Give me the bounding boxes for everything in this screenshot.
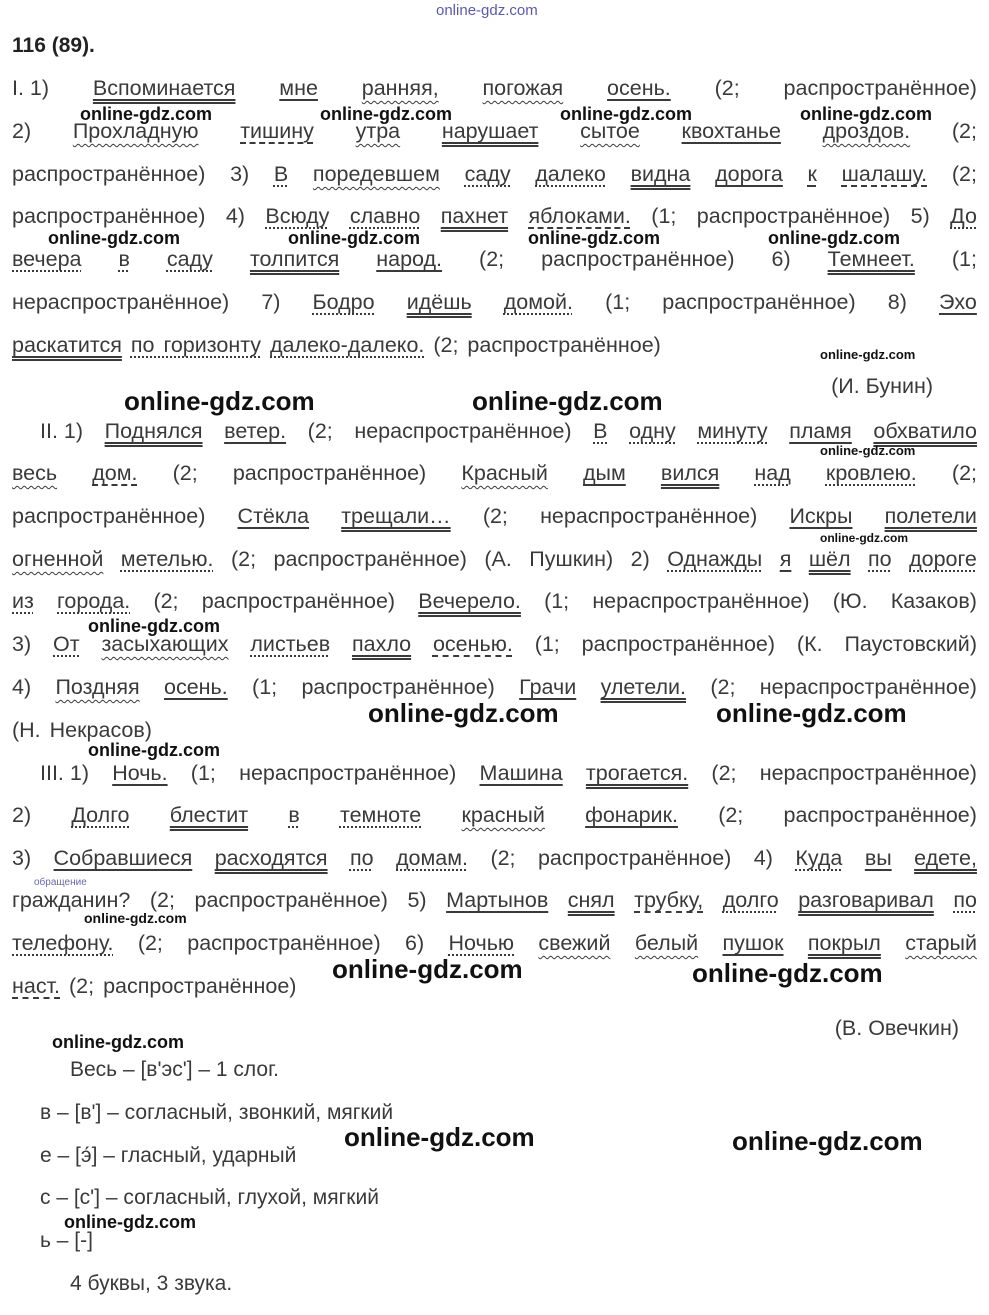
word: Поднялся — [104, 419, 203, 443]
word: осень. — [164, 675, 228, 699]
word: сытое — [580, 119, 640, 143]
word: трогается. — [585, 761, 689, 785]
text-line-11 — [12, 545, 977, 573]
word: осень. — [607, 76, 671, 100]
watermark-text: online-gdz.com — [344, 1122, 535, 1152]
word: пламя — [789, 419, 852, 443]
watermark-text: online-gdz.com — [52, 1032, 184, 1052]
word: пахнет — [440, 204, 509, 228]
word: дом. — [92, 461, 138, 485]
phonetic-line-3: е – [э́] – гласный, ударный — [40, 1144, 297, 1167]
word: 5) — [407, 888, 427, 912]
word: огненной — [12, 547, 104, 571]
word: дым — [583, 461, 626, 485]
text-line-18 — [12, 844, 977, 872]
word: До — [950, 204, 977, 228]
word: темноте — [339, 803, 422, 827]
word: 7) — [261, 290, 281, 314]
text-line-5 — [12, 245, 977, 273]
word: (1; — [605, 290, 631, 314]
word: I. 1) — [12, 76, 50, 100]
word: распространённое) — [537, 846, 732, 870]
word: II. 1) — [40, 419, 84, 443]
word: распространённое) — [12, 162, 206, 186]
word: (2; — [307, 419, 333, 443]
watermark-text: online-gdz.com — [768, 228, 900, 248]
word: 3) — [12, 846, 32, 870]
word: 6) — [771, 247, 791, 271]
word: Мартынов — [446, 888, 549, 912]
watermark-text: online-gdz.com — [820, 531, 908, 545]
word: красный — [461, 803, 545, 827]
word: наст. — [12, 974, 61, 998]
word: Прохладную — [72, 119, 199, 143]
watermark-text: online-gdz.com — [820, 347, 916, 362]
text-line-14 — [12, 673, 977, 701]
word: (1; — [252, 675, 278, 699]
word: (2; — [137, 931, 163, 955]
word: (К. — [796, 632, 823, 656]
text-line-17 — [12, 801, 977, 829]
word: 4) — [225, 204, 245, 228]
word: в — [288, 803, 300, 827]
word: (1; — [534, 632, 560, 656]
word: распространённое) — [201, 589, 396, 613]
word: Темнеет. — [827, 247, 915, 271]
text-line-16 — [12, 759, 977, 787]
word: блестит — [169, 803, 249, 827]
word: Бодро — [312, 290, 375, 314]
watermark-text: online-gdz.com — [368, 698, 559, 728]
word: 5) — [910, 204, 930, 228]
word: (1; — [951, 247, 977, 271]
watermark-text: online-gdz.com — [472, 386, 663, 416]
text-line-12 — [12, 587, 977, 615]
word: Вспоминается — [92, 76, 236, 100]
word: расходятся — [214, 846, 328, 870]
watermark-text: online-gdz.com — [716, 698, 907, 728]
watermark-text: online-gdz.com — [436, 2, 538, 19]
word: В — [593, 419, 608, 443]
word: (1; — [651, 204, 677, 228]
word: Всюду — [265, 204, 330, 228]
word: (2; распространённое) — [69, 974, 297, 998]
word: Стёкла — [237, 504, 310, 528]
word: (2; — [718, 803, 744, 827]
word: (2; — [951, 461, 977, 485]
text-line-8 — [12, 417, 977, 445]
word: мне — [279, 76, 318, 100]
word: свежий — [538, 931, 611, 955]
word: распространённое) — [187, 931, 381, 955]
word: распространённое) — [194, 888, 388, 912]
word: идёшь — [406, 290, 472, 314]
word: (1; — [544, 589, 570, 613]
word: Грачи — [519, 675, 577, 699]
word: распространённое) — [696, 204, 891, 228]
word: (1; — [190, 761, 216, 785]
phonetic-line-4: с – [с'] – согласный, глухой, мягкий — [40, 1186, 379, 1209]
word: распространённое) — [783, 803, 977, 827]
word: нераспространённое) — [759, 675, 977, 699]
word: далеко-далеко. — [270, 333, 425, 357]
word: (2; — [951, 119, 977, 143]
word: Пушкин) — [529, 547, 614, 571]
word: Ночь. — [112, 761, 168, 785]
phonetic-line-1: Весь – [в'эс'] – 1 слог. — [70, 1058, 279, 1081]
word: От — [53, 632, 80, 656]
text-line-6 — [12, 288, 977, 316]
word: нераспространённое) — [354, 419, 572, 443]
word: распространённое) — [662, 290, 856, 314]
word: ранняя, — [361, 76, 439, 100]
word: 2) — [12, 803, 32, 827]
word: (2; — [172, 461, 198, 485]
word: яблоками. — [528, 204, 631, 228]
word: (2; — [490, 846, 516, 870]
word: по — [349, 846, 374, 870]
word: 2) — [630, 547, 650, 571]
word: ветер. — [224, 419, 287, 443]
word: над — [754, 461, 791, 485]
word: метелью. — [120, 547, 214, 571]
phonetic-line-6: 4 буквы, 3 звука. — [70, 1272, 233, 1295]
watermark-text: online-gdz.com — [800, 104, 932, 124]
watermark-text: online-gdz.com — [124, 386, 315, 416]
text-line-1 — [12, 74, 977, 102]
exercise-number: 116 (89). — [12, 34, 95, 57]
word: по — [868, 547, 892, 571]
word: пахло — [352, 632, 412, 656]
author-ovechkin: (В. Овечкин) — [834, 1016, 959, 1040]
word: славно — [349, 204, 421, 228]
word: народ. — [376, 247, 443, 271]
word: (2; — [951, 162, 977, 186]
word: 3) — [12, 632, 32, 656]
text-line-4 — [12, 202, 977, 230]
word: (2; — [149, 888, 175, 912]
word: 4) — [753, 846, 773, 870]
word: шалашу. — [841, 162, 928, 186]
word: дорога — [715, 162, 783, 186]
word: шёл — [808, 547, 851, 571]
word: города. — [57, 589, 131, 613]
word: долго — [722, 888, 779, 912]
word: Собравшиеся — [53, 846, 193, 870]
word: (2; — [153, 589, 179, 613]
watermark-text: online-gdz.com — [84, 910, 187, 926]
word: я — [779, 547, 792, 571]
author-bunin: (И. Бунин) — [831, 374, 933, 398]
watermark-text: online-gdz.com — [732, 1126, 923, 1156]
word: дроздов. — [822, 119, 911, 143]
word: погожая — [482, 76, 564, 100]
word: поредевшем — [312, 162, 440, 186]
word: пушок — [722, 931, 784, 955]
word: разговаривал — [798, 888, 934, 912]
word: засыхающих — [101, 632, 229, 656]
word: весь — [12, 461, 58, 485]
word: 3) — [230, 162, 250, 186]
word: вы — [864, 846, 892, 870]
watermark-text: online-gdz.com — [332, 954, 523, 984]
word: Куда — [795, 846, 843, 870]
word: к — [807, 162, 817, 186]
word: (Н. Некрасов) — [12, 718, 152, 742]
word: (2; — [714, 76, 740, 100]
word: Машина — [479, 761, 563, 785]
word: улетели. — [600, 675, 687, 699]
word: распространённое) — [301, 675, 495, 699]
word: В — [273, 162, 289, 186]
word: из — [12, 589, 34, 613]
word: осенью. — [432, 632, 513, 656]
word: III. 1) — [40, 761, 89, 785]
word: Красный — [461, 461, 548, 485]
word: Однажды — [667, 547, 763, 571]
word: старый — [905, 931, 977, 955]
word: 8) — [887, 290, 907, 314]
phonetic-line-5: ь – [-] — [40, 1229, 93, 1252]
text-line-9 — [12, 459, 977, 487]
word: в — [118, 247, 130, 271]
watermark-text: online-gdz.com — [692, 958, 883, 988]
text-line-10 — [12, 502, 977, 530]
word: (2; — [482, 504, 508, 528]
watermark-text: online-gdz.com — [88, 740, 220, 760]
word: (А. — [484, 547, 512, 571]
word: одну — [629, 419, 676, 443]
watermark-text: online-gdz.com — [80, 104, 212, 124]
word: (Ю. — [832, 589, 868, 613]
word: Паустовский) — [844, 632, 977, 656]
word: листьев — [250, 632, 331, 656]
word: Искры — [789, 504, 853, 528]
watermark-text: online-gdz.com — [560, 104, 692, 124]
word: толпится — [249, 247, 340, 271]
word: Поздняя — [55, 675, 140, 699]
word: распространённое) — [581, 632, 776, 656]
word: (2; распространённое) — [433, 333, 661, 357]
appeal-note: обращение — [34, 877, 87, 888]
word: покрыл — [807, 931, 881, 955]
word: Казаков) — [890, 589, 977, 613]
word: 4) — [12, 675, 32, 699]
word: Долго — [71, 803, 130, 827]
word: Эхо — [938, 290, 977, 314]
word: снял — [567, 888, 615, 912]
word: телефону. — [12, 931, 114, 955]
word: утра — [355, 119, 401, 143]
watermark-text: online-gdz.com — [320, 104, 452, 124]
word: распространённое) — [541, 247, 735, 271]
word: домой. — [503, 290, 573, 314]
word: нераспространённое) — [239, 761, 457, 785]
word: видна — [630, 162, 691, 186]
word: нераспространённое) — [759, 761, 977, 785]
word: 2) — [12, 119, 32, 143]
text-line-3 — [12, 160, 977, 188]
word: Вечерело. — [418, 589, 521, 613]
word: по — [953, 888, 977, 912]
word: (2; — [710, 675, 736, 699]
word: нарушает — [441, 119, 539, 143]
word: кровлею. — [825, 461, 917, 485]
word: распространённое) — [12, 204, 206, 228]
word: вечера — [12, 247, 82, 271]
word: трещали… — [341, 504, 451, 528]
word: едете, — [914, 846, 977, 870]
word: саду — [166, 247, 213, 271]
watermark-text: online-gdz.com — [88, 616, 220, 636]
word: (2; — [230, 547, 257, 571]
word: распространённое) — [232, 461, 427, 485]
word: дороге — [909, 547, 977, 571]
watermark-text: online-gdz.com — [48, 228, 180, 248]
watermark-text: online-gdz.com — [528, 228, 660, 248]
phonetic-line-2: в – [в'] – согласный, звонкий, мягкий — [40, 1101, 394, 1124]
watermark-text: online-gdz.com — [288, 228, 420, 248]
word: белый — [634, 931, 699, 955]
word: нераспространённое) — [12, 290, 230, 314]
word: распространённое) — [783, 76, 977, 100]
word: раскатится — [12, 333, 122, 357]
word: домам. — [396, 846, 469, 870]
word: Ночью — [448, 931, 515, 955]
word: далеко — [535, 162, 606, 186]
text-line-20 — [12, 929, 977, 957]
word: трубку, — [634, 888, 704, 912]
word: нераспространённое) — [592, 589, 810, 613]
word: полетели — [884, 504, 977, 528]
word: гражданин? — [12, 888, 131, 912]
watermark-text: online-gdz.com — [64, 1212, 196, 1232]
word: распространённое) — [273, 547, 467, 571]
word: нераспространённое) — [540, 504, 758, 528]
watermark-text: online-gdz.com — [820, 443, 916, 458]
word: фонарик. — [585, 803, 678, 827]
word: обхватило — [873, 419, 977, 443]
word: (2; — [479, 247, 505, 271]
word: распространённое) — [12, 504, 206, 528]
word: по горизонту — [130, 333, 262, 357]
word: тишину — [240, 119, 314, 143]
word: (2; — [711, 761, 737, 785]
word: квохтанье — [681, 119, 781, 143]
word: минуту — [697, 419, 768, 443]
word: вился — [660, 461, 720, 485]
word: 6) — [405, 931, 425, 955]
word: саду — [464, 162, 511, 186]
